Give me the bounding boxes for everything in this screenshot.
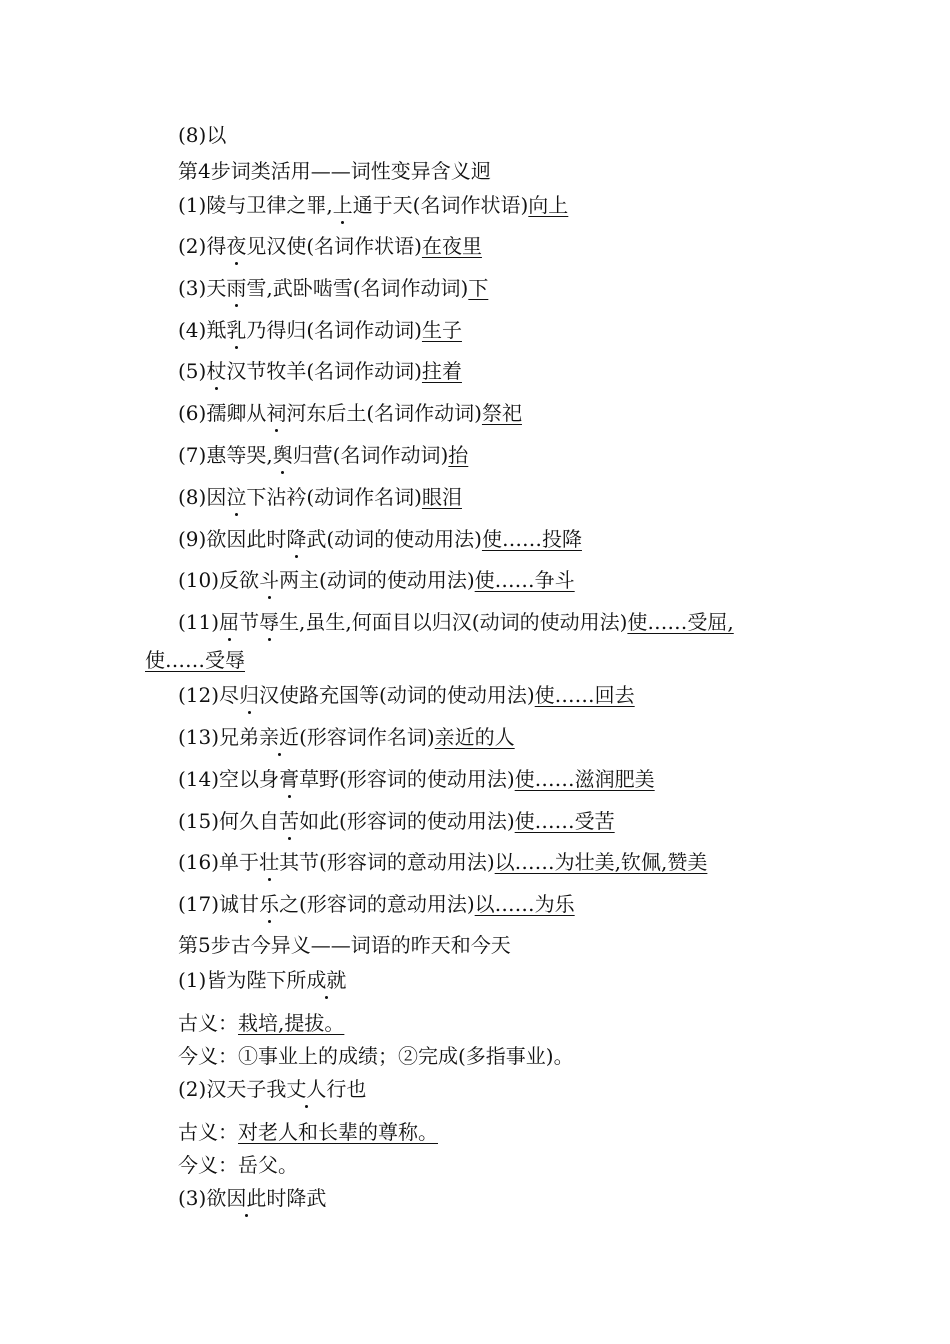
answer: 对老人和长辈的尊称。 xyxy=(238,1120,438,1144)
list-item: (6)孺卿从祠河东后土(名词作动词)祭祀 xyxy=(178,401,522,425)
answer: 向上 xyxy=(528,193,569,217)
list-item: (1)陵与卫律之罪,上通于天(名词作状语)向上 xyxy=(178,193,569,217)
answer: 使……回去 xyxy=(534,683,635,707)
emphasized-char: 辱 xyxy=(259,610,280,634)
list-item: (17)诚甘乐之(形容词的意动用法)以……为乐 xyxy=(178,892,575,916)
list-item: (13)兄弟亲近(形容词作名词)亲近的人 xyxy=(178,725,515,749)
emphasized-char: 舆 xyxy=(272,443,293,467)
list-item: (9)欲因此时降武(动词的使动用法)使……投降 xyxy=(178,527,582,551)
emphasized-char: 斗 xyxy=(259,568,280,592)
list-item: (10)反欲斗两主(动词的使动用法)使……争斗 xyxy=(178,568,575,592)
emphasized-char: 膏 xyxy=(279,767,300,791)
emphasized-char: 泣 xyxy=(226,485,247,509)
emphasized-char: 因此 xyxy=(226,1186,267,1210)
emphasized-char: 壮 xyxy=(259,850,280,874)
item-text: (8)以 xyxy=(178,123,227,147)
answer: 祭祀 xyxy=(481,401,522,425)
emphasized-char: 归 xyxy=(239,683,260,707)
answer: 使……受苦 xyxy=(514,809,615,833)
emphasized-char: 苦 xyxy=(279,809,300,833)
list-item: (2)得夜见汉使(名词作状语)在夜里 xyxy=(178,234,482,258)
list-item: (3)欲因此时降武 xyxy=(178,1186,327,1210)
answer: 在夜里 xyxy=(421,234,482,258)
answer: 眼泪 xyxy=(421,485,462,509)
emphasized-char: 降 xyxy=(286,527,307,551)
list-item: (2)汉天子我丈人行也 xyxy=(178,1077,367,1101)
list-item: (16)单于壮其节(形容词的意动用法)以……为壮美,钦佩,赞美 xyxy=(178,850,708,874)
list-item: (7)惠等哭,舆归营(名词作动词)抬 xyxy=(178,443,469,467)
ancient-meaning: 古义：对老人和长辈的尊称。 xyxy=(178,1120,438,1144)
section-heading: 第5步古今异义——词语的昨天和今天 xyxy=(178,933,511,957)
emphasized-char: 上 xyxy=(332,193,353,217)
answer: 使……争斗 xyxy=(474,568,575,592)
emphasized-char: 杖 xyxy=(206,359,227,383)
emphasized-char: 祠 xyxy=(266,401,287,425)
answer: 生子 xyxy=(421,318,462,342)
list-item xyxy=(178,122,226,148)
answer: 以……为乐 xyxy=(474,892,575,916)
list-item: (14)空以身膏草野(形容词的使动用法)使……滋润肥美 xyxy=(178,767,655,791)
answer: 使……受辱 xyxy=(145,648,245,672)
answer: 亲近的人 xyxy=(434,725,515,749)
list-item: (8)因泣下沾衿(动词作名词)眼泪 xyxy=(178,485,462,509)
answer: 使……滋润肥美 xyxy=(514,767,655,791)
emphasized-char: 雨 xyxy=(226,276,247,300)
emphasized-char: 屈 xyxy=(219,610,240,634)
answer: 以……为壮美,钦佩,赞美 xyxy=(494,850,708,874)
emphasized-char: 成就 xyxy=(306,968,347,992)
emphasized-char: 丈人 xyxy=(286,1077,327,1101)
ancient-meaning: 古义：栽培,提拔。 xyxy=(178,1011,345,1035)
answer: 栽培,提拔。 xyxy=(238,1011,345,1035)
list-item: (11)屈节辱生,虽生,何面目以归汉(动词的使动用法)使……受屈, xyxy=(178,610,734,634)
answer: 下 xyxy=(468,276,489,300)
emphasized-char: 乳 xyxy=(226,318,247,342)
list-item: (4)羝乳乃得归(名词作动词)生子 xyxy=(178,318,462,342)
emphasized-char: 亲近 xyxy=(259,725,300,749)
section-heading: 第4步词类活用——词性变异含义迥 xyxy=(178,159,491,183)
list-item: (5)杖汉节牧羊(名词作动词)拄着 xyxy=(178,359,462,383)
modern-meaning: 今义：①事业上的成绩；②完成(多指事业)。 xyxy=(178,1044,574,1068)
answer: 使……投降 xyxy=(481,527,582,551)
list-item: (15)何久自苦如此(形容词的使动用法)使……受苦 xyxy=(178,809,615,833)
answer: 使……受屈, xyxy=(627,610,734,634)
emphasized-char: 乐 xyxy=(259,892,280,916)
answer: 拄着 xyxy=(421,359,462,383)
emphasized-char: 夜 xyxy=(226,234,247,258)
list-item-continuation xyxy=(145,647,245,673)
list-item: (12)尽归汉使路充国等(动词的使动用法)使……回去 xyxy=(178,683,635,707)
list-item: (3)天雨雪,武卧啮雪(名词作动词)下 xyxy=(178,276,489,300)
modern-meaning: 今义：岳父。 xyxy=(178,1153,298,1177)
list-item: (1)皆为陛下所成就 xyxy=(178,968,347,992)
answer: 抬 xyxy=(448,443,469,467)
